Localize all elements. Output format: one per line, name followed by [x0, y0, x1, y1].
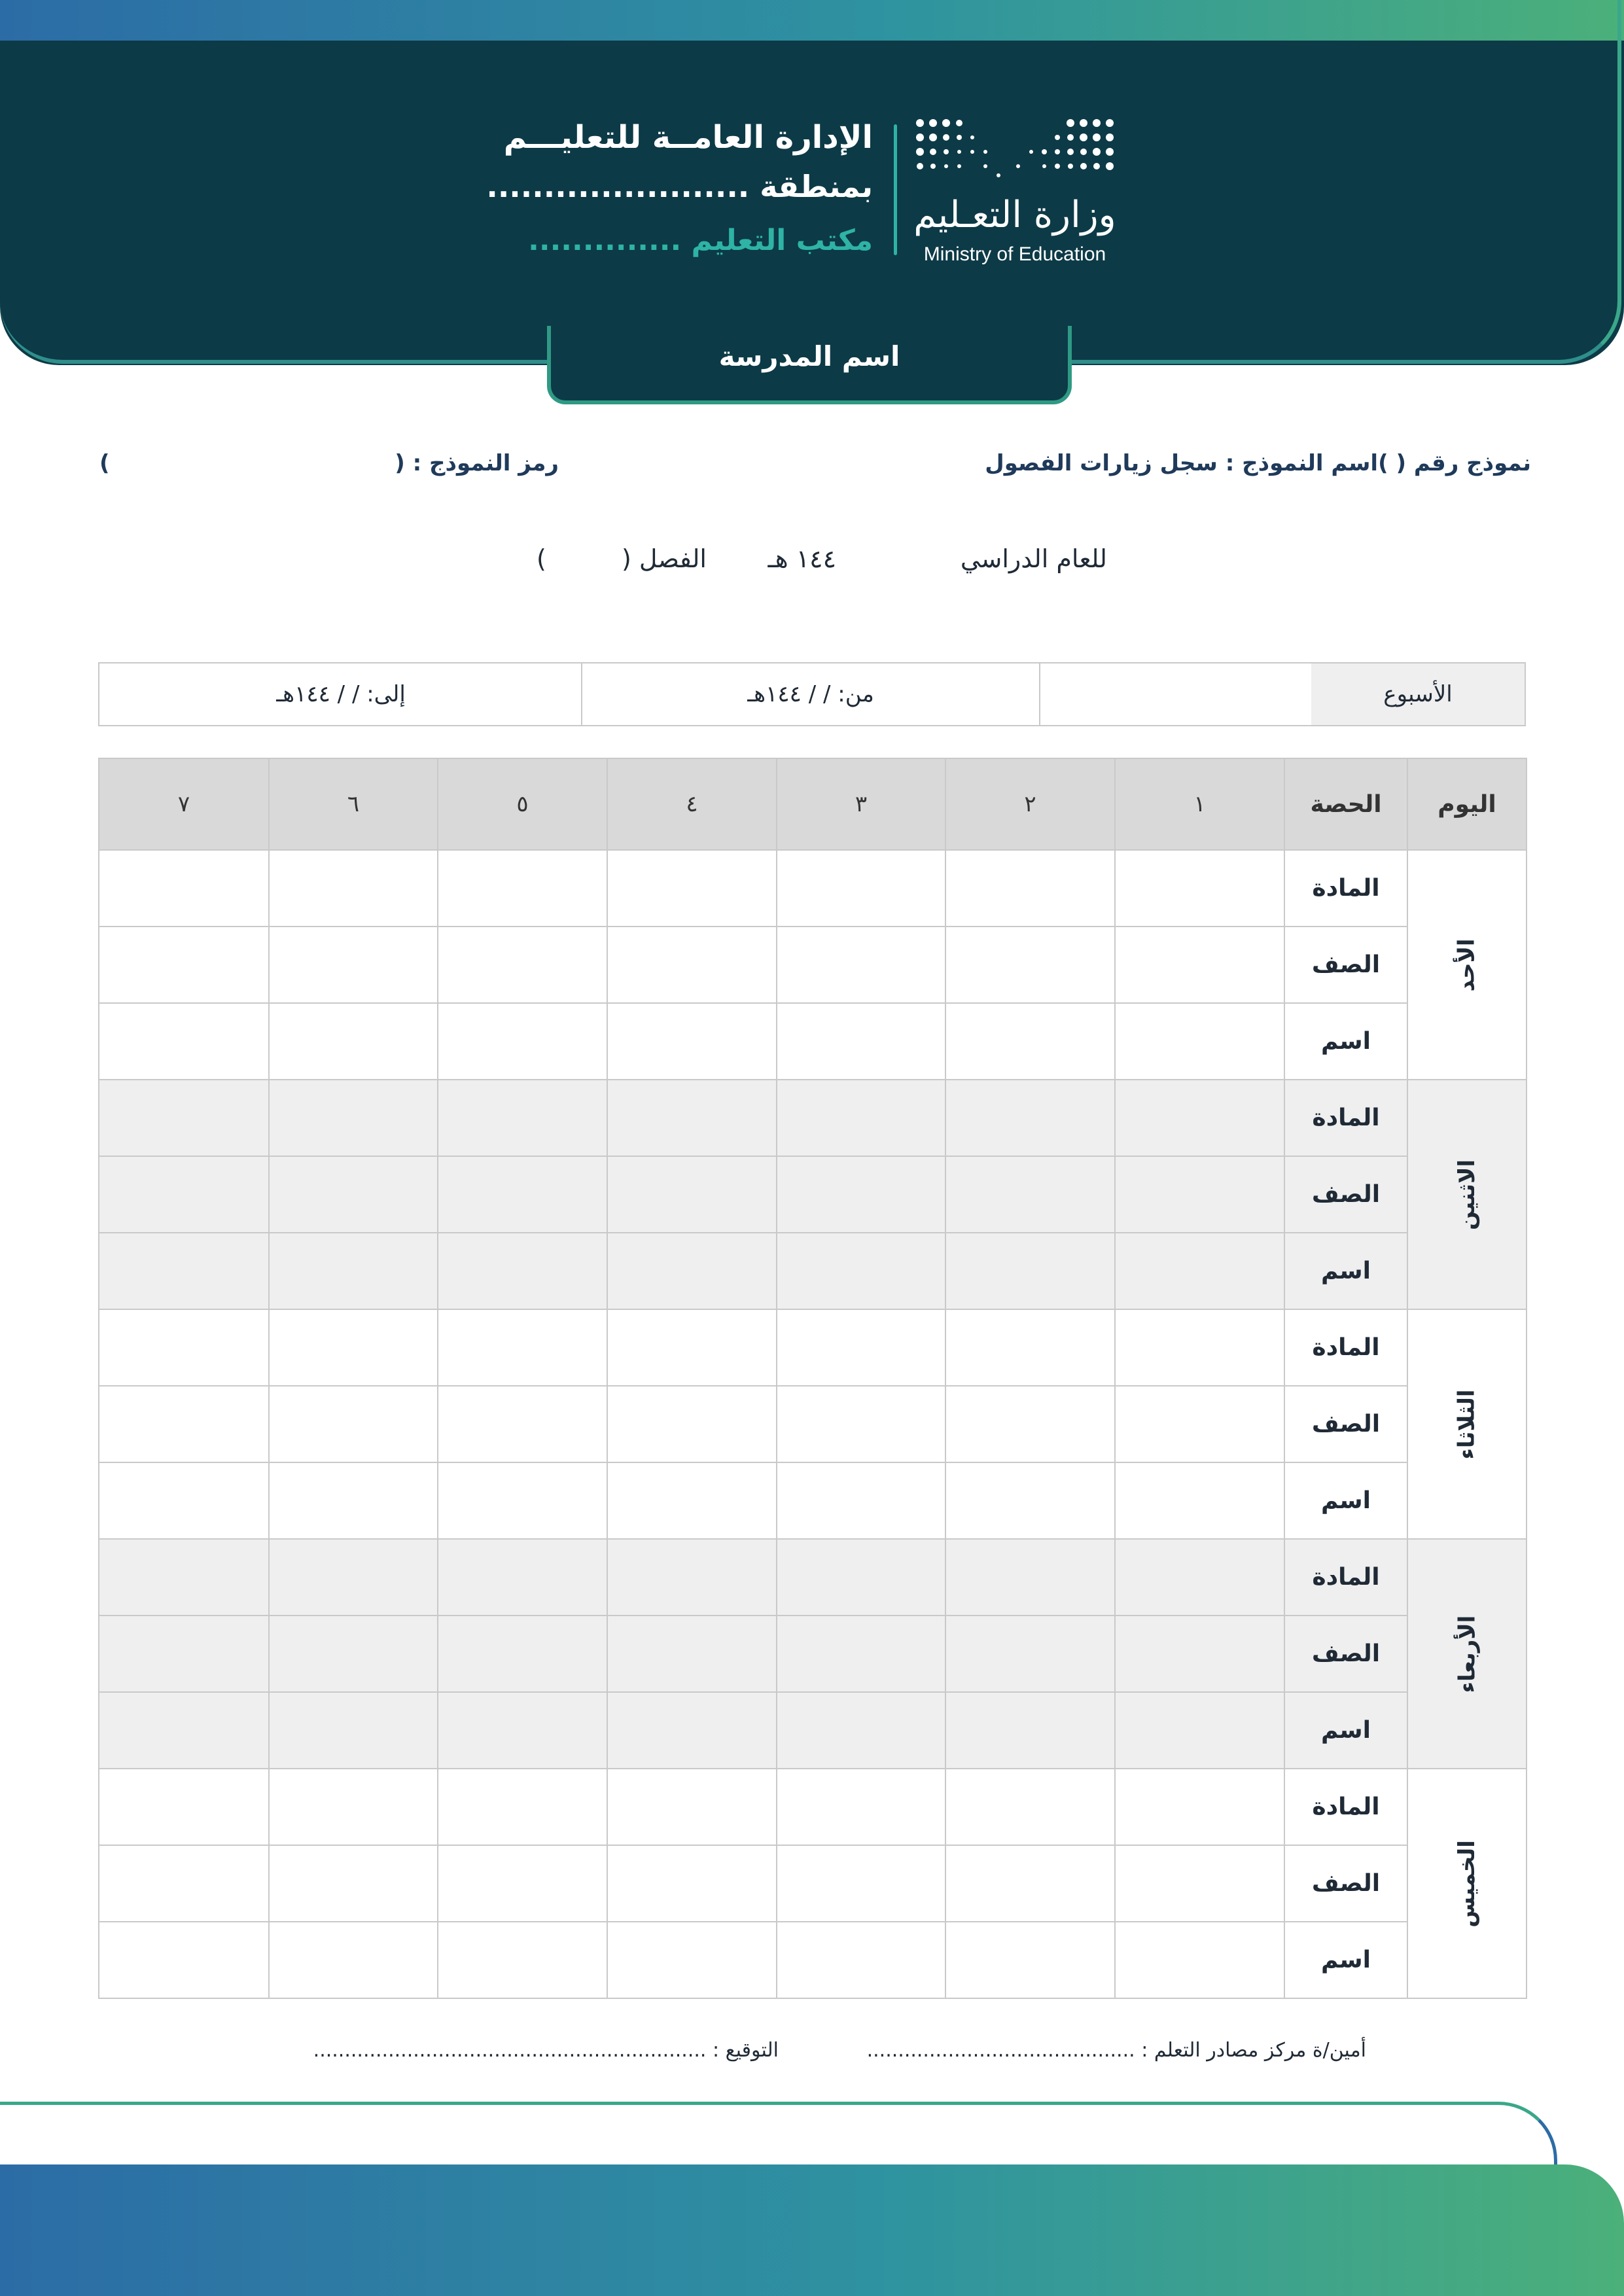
table-cell[interactable]: [438, 1233, 607, 1309]
table-cell[interactable]: [438, 1003, 607, 1080]
table-cell[interactable]: [945, 1233, 1115, 1309]
row-label-subject: المادة: [1284, 1080, 1407, 1156]
day-column-header: اليوم: [1407, 758, 1527, 850]
day-cell-wednesday: [1407, 1539, 1527, 1769]
table-row: [99, 1386, 1527, 1462]
row-label-class: الصف: [1284, 927, 1407, 1003]
table-row: [99, 1462, 1527, 1539]
table-cell[interactable]: [607, 1616, 777, 1692]
table-cell[interactable]: [607, 1309, 777, 1386]
table-cell[interactable]: [607, 1386, 777, 1462]
table-cell[interactable]: [269, 1692, 438, 1769]
table-cell[interactable]: [1115, 1462, 1284, 1539]
admin-region: بمنطقة .......................: [486, 169, 873, 204]
term-label: الفصل (: [622, 544, 707, 573]
table-cell[interactable]: [777, 1769, 945, 1845]
table-cell[interactable]: [777, 1462, 945, 1539]
table-cell[interactable]: [269, 1539, 438, 1616]
table-cell[interactable]: [945, 1462, 1115, 1539]
table-cell[interactable]: [269, 1462, 438, 1539]
table-cell[interactable]: [438, 1080, 607, 1156]
table-cell[interactable]: [99, 1616, 269, 1692]
resource-center-signature[interactable]: أمين/ة مركز مصادر التعلم : ...........................................: [866, 2039, 1366, 2062]
table-cell[interactable]: [438, 927, 607, 1003]
table-row: [99, 927, 1527, 1003]
table-cell[interactable]: [99, 1080, 269, 1156]
table-cell[interactable]: [777, 927, 945, 1003]
day-cell-monday: [1407, 1080, 1527, 1309]
table-cell[interactable]: [1115, 1309, 1284, 1386]
table-cell[interactable]: [99, 1769, 269, 1845]
table-cell[interactable]: [438, 1769, 607, 1845]
table-cell[interactable]: [269, 1156, 438, 1233]
form-number-name: نموذج رقم ( )اسم النموذج : سجل زيارات الفصول: [985, 450, 1531, 476]
table-cell[interactable]: [607, 1003, 777, 1080]
period-header-7: ٧: [99, 758, 269, 850]
table-cell[interactable]: [1115, 1003, 1284, 1080]
table-cell[interactable]: [438, 1922, 607, 1998]
table-cell[interactable]: [945, 1692, 1115, 1769]
table-cell[interactable]: [777, 1233, 945, 1309]
table-cell[interactable]: [777, 1539, 945, 1616]
week-number-field[interactable]: [1039, 663, 1313, 725]
table-cell[interactable]: [777, 1616, 945, 1692]
table-cell[interactable]: [269, 1003, 438, 1080]
row-label-class: الصف: [1284, 1616, 1407, 1692]
header-divider: [894, 124, 897, 255]
table-cell[interactable]: [99, 1003, 269, 1080]
table-cell[interactable]: [607, 1080, 777, 1156]
table-cell[interactable]: [269, 1769, 438, 1845]
table-cell[interactable]: [99, 927, 269, 1003]
table-row: [99, 1080, 1527, 1156]
footer-band: [0, 2164, 1624, 2296]
period-header-5: ٥: [438, 758, 607, 850]
week-label: الأسبوع: [1311, 663, 1525, 725]
table-cell[interactable]: [1115, 927, 1284, 1003]
table-cell[interactable]: [438, 1616, 607, 1692]
ministry-logo-dots-icon: [913, 116, 1116, 188]
table-cell[interactable]: [777, 1922, 945, 1998]
row-label-name: اسم: [1284, 1922, 1407, 1998]
table-row: [99, 1845, 1527, 1922]
table-cell[interactable]: [438, 1692, 607, 1769]
table-cell[interactable]: [1115, 1156, 1284, 1233]
table-cell[interactable]: [269, 1845, 438, 1922]
day-label-thursday: الخميس: [1453, 1839, 1480, 1928]
form-code-label: رمز النموذج : (: [395, 450, 559, 476]
table-cell[interactable]: [607, 1156, 777, 1233]
table-cell[interactable]: [945, 1386, 1115, 1462]
table-cell[interactable]: [1115, 1080, 1284, 1156]
period-header-1: ١: [1115, 758, 1284, 850]
table-row: [99, 1769, 1527, 1845]
table-cell[interactable]: [945, 850, 1115, 927]
table-header-row: [99, 758, 1527, 850]
table-cell[interactable]: [945, 1539, 1115, 1616]
table-cell[interactable]: [438, 1462, 607, 1539]
table-cell[interactable]: [1115, 1922, 1284, 1998]
table-cell[interactable]: [99, 1692, 269, 1769]
academic-year-value: ١٤٤ هـ: [768, 544, 836, 573]
table-row: [99, 1922, 1527, 1998]
row-label-name: اسم: [1284, 1233, 1407, 1309]
table-cell[interactable]: [269, 1922, 438, 1998]
table-cell[interactable]: [607, 1233, 777, 1309]
period-header-3: ٣: [777, 758, 945, 850]
table-cell[interactable]: [945, 1616, 1115, 1692]
table-cell[interactable]: [269, 850, 438, 927]
table-cell[interactable]: [945, 1922, 1115, 1998]
table-cell[interactable]: [607, 1692, 777, 1769]
table-cell[interactable]: [945, 1080, 1115, 1156]
row-label-subject: المادة: [1284, 1769, 1407, 1845]
table-cell[interactable]: [1115, 1539, 1284, 1616]
table-cell[interactable]: [777, 1156, 945, 1233]
table-cell[interactable]: [438, 850, 607, 927]
table-cell[interactable]: [1115, 1692, 1284, 1769]
period-header-6: ٦: [269, 758, 438, 850]
row-label-subject: المادة: [1284, 1309, 1407, 1386]
table-cell[interactable]: [269, 1616, 438, 1692]
table-cell[interactable]: [1115, 1233, 1284, 1309]
table-cell[interactable]: [607, 1769, 777, 1845]
table-cell[interactable]: [777, 1386, 945, 1462]
table-cell[interactable]: [607, 1845, 777, 1922]
table-cell[interactable]: [438, 1309, 607, 1386]
day-cell-thursday: [1407, 1769, 1527, 1998]
table-cell[interactable]: [607, 850, 777, 927]
table-cell[interactable]: [607, 1539, 777, 1616]
day-label-tuesday: الثلاثاء: [1454, 1388, 1480, 1460]
table-cell[interactable]: [269, 1309, 438, 1386]
table-row: [99, 1156, 1527, 1233]
table-cell[interactable]: [438, 1845, 607, 1922]
school-name: اسم المدرسة: [718, 340, 900, 372]
table-row: [99, 1616, 1527, 1692]
period-column-header: الحصة: [1284, 758, 1407, 850]
period-header-4: ٤: [607, 758, 777, 850]
education-office: مكتب التعليم ..............: [528, 224, 873, 257]
table-cell[interactable]: [1115, 1769, 1284, 1845]
academic-year-label: للعام الدراسي: [960, 544, 1107, 573]
table-row: [99, 1692, 1527, 1769]
table-cell[interactable]: [777, 1309, 945, 1386]
row-label-name: اسم: [1284, 1692, 1407, 1769]
week-from-date[interactable]: من: / / ١٤٤هـ: [581, 663, 1039, 725]
class-visits-table: [98, 758, 1527, 1999]
ministry-name-en: Ministry of Education: [923, 243, 1106, 265]
row-label-class: الصف: [1284, 1156, 1407, 1233]
row-label-name: اسم: [1284, 1462, 1407, 1539]
row-label-name: اسم: [1284, 1003, 1407, 1080]
table-cell[interactable]: [99, 1233, 269, 1309]
table-cell[interactable]: [945, 1309, 1115, 1386]
week-to-date[interactable]: إلى: / / ١٤٤هـ: [276, 681, 406, 707]
table-cell[interactable]: [269, 1080, 438, 1156]
table-row: [99, 1539, 1527, 1616]
table-cell[interactable]: [777, 1080, 945, 1156]
table-row: [99, 1003, 1527, 1080]
table-row: [99, 1233, 1527, 1309]
row-label-class: الصف: [1284, 1845, 1407, 1922]
table-cell[interactable]: [99, 1386, 269, 1462]
signature-line[interactable]: التوقيع : ...............................................................: [313, 2039, 779, 2062]
table-cell[interactable]: [777, 1845, 945, 1922]
table-cell[interactable]: [945, 927, 1115, 1003]
admin-title: الإدارة العامــة للتعليـــم: [503, 119, 873, 156]
table-cell[interactable]: [945, 1845, 1115, 1922]
table-cell[interactable]: [99, 1539, 269, 1616]
table-cell[interactable]: [777, 850, 945, 927]
table-cell[interactable]: [269, 1233, 438, 1309]
table-cell[interactable]: [438, 1539, 607, 1616]
ministry-logo: [913, 116, 1116, 274]
table-cell[interactable]: [945, 1003, 1115, 1080]
week-row: [98, 662, 1526, 726]
table-cell[interactable]: [99, 1922, 269, 1998]
table-cell[interactable]: [269, 927, 438, 1003]
day-cell-sunday: [1407, 850, 1527, 1080]
table-cell[interactable]: [1115, 1845, 1284, 1922]
table-cell[interactable]: [777, 1692, 945, 1769]
table-cell[interactable]: [1115, 1386, 1284, 1462]
day-cell-tuesday: [1407, 1309, 1527, 1539]
table-cell[interactable]: [438, 1386, 607, 1462]
ministry-name-ar: وزارة التعـليم: [913, 194, 1116, 236]
day-label-wednesday: الأربعاء: [1454, 1615, 1480, 1693]
table-cell[interactable]: [607, 1462, 777, 1539]
table-row: [99, 850, 1527, 927]
table-cell[interactable]: [438, 1156, 607, 1233]
table-cell[interactable]: [99, 1462, 269, 1539]
table-cell[interactable]: [99, 1845, 269, 1922]
table-cell[interactable]: [607, 927, 777, 1003]
form-code-close: ): [99, 450, 110, 476]
row-label-class: الصف: [1284, 1386, 1407, 1462]
table-cell[interactable]: [607, 1922, 777, 1998]
table-cell[interactable]: [99, 1309, 269, 1386]
row-label-subject: المادة: [1284, 1539, 1407, 1616]
table-cell[interactable]: [1115, 850, 1284, 927]
table-cell[interactable]: [1115, 1616, 1284, 1692]
table-cell[interactable]: [99, 850, 269, 927]
table-cell[interactable]: [269, 1386, 438, 1462]
day-label-monday: الاثنين: [1454, 1159, 1480, 1230]
table-cell[interactable]: [777, 1003, 945, 1080]
period-header-2: ٢: [945, 758, 1115, 850]
row-label-subject: المادة: [1284, 850, 1407, 927]
day-label-sunday: الأحد: [1454, 938, 1480, 992]
table-row: [99, 1309, 1527, 1386]
table-cell[interactable]: [945, 1156, 1115, 1233]
table-cell[interactable]: [99, 1156, 269, 1233]
table-cell[interactable]: [945, 1769, 1115, 1845]
term-close: ): [537, 544, 546, 573]
